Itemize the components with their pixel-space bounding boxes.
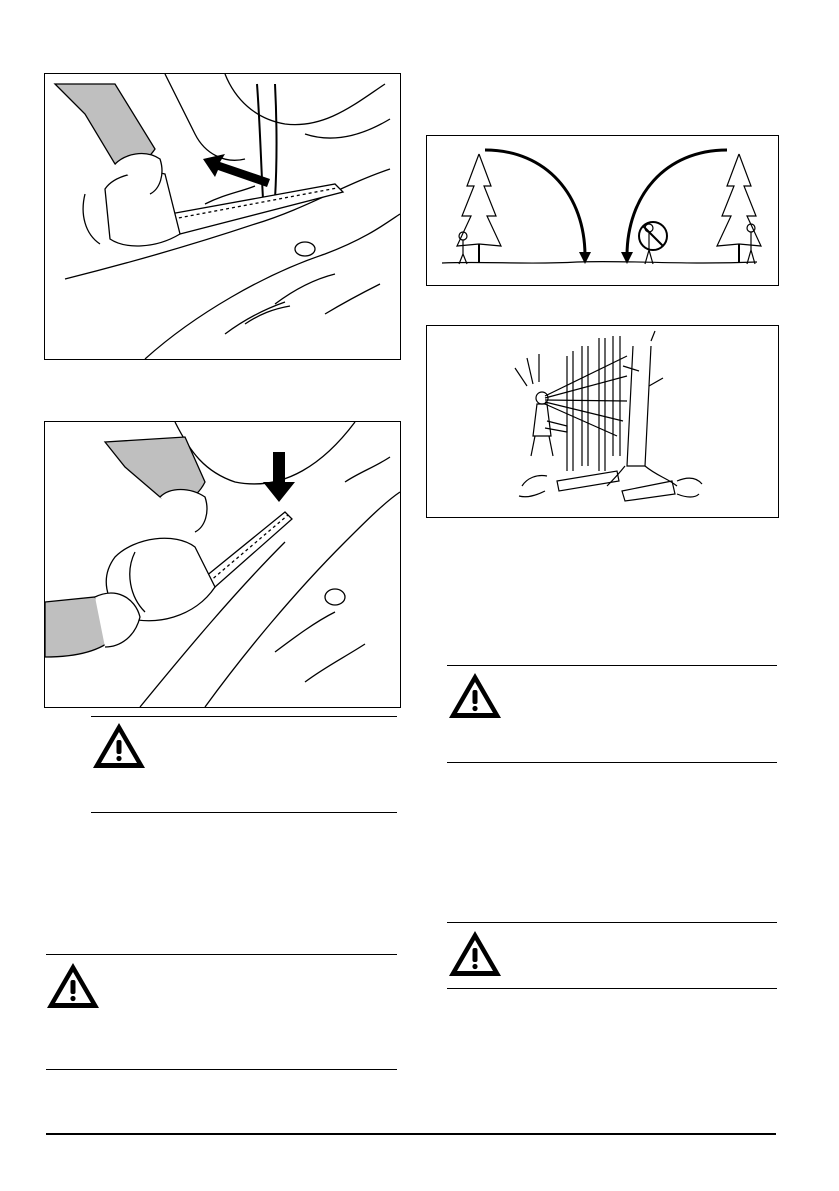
figure-tree-hazard-check — [426, 325, 779, 518]
figure-chainsaw-kickback-push — [44, 73, 401, 360]
warning-1-bottom-rule — [91, 812, 397, 813]
warning-triangle-icon — [446, 670, 504, 722]
warning-3-bottom-rule — [447, 762, 777, 763]
page-footer-rule — [46, 1133, 776, 1135]
warning-3-top-rule — [447, 665, 777, 666]
warning-triangle-icon — [90, 720, 148, 772]
figure-felling-distance — [426, 135, 779, 286]
warning-triangle-icon — [446, 928, 504, 980]
warning-4-bottom-rule — [447, 988, 777, 989]
warning-1-top-rule — [91, 716, 397, 717]
warning-triangle-icon — [44, 960, 102, 1012]
figure-chainsaw-cut-from-above — [44, 421, 401, 708]
warning-2-top-rule — [46, 954, 397, 955]
warning-4-top-rule — [447, 922, 777, 923]
warning-2-bottom-rule — [46, 1069, 397, 1070]
